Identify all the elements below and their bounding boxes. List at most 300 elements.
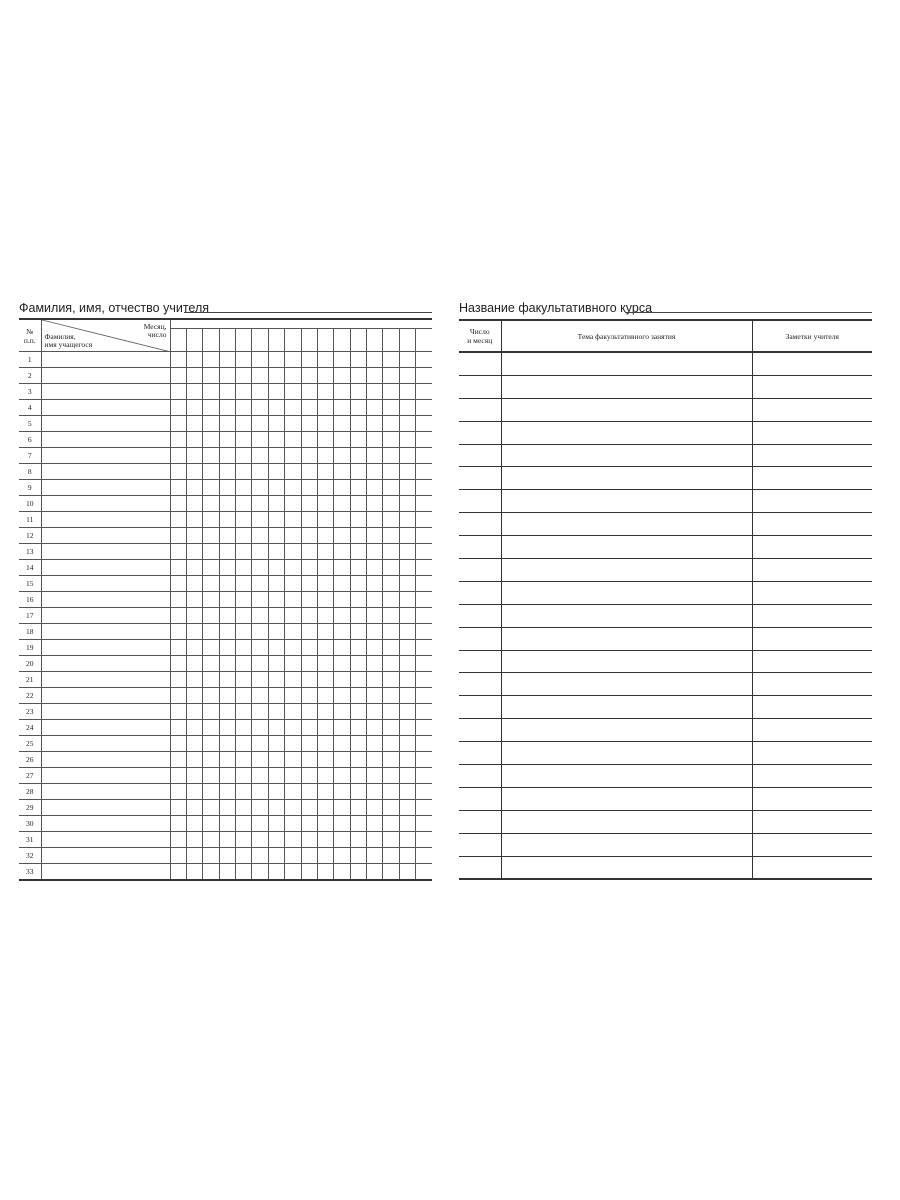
date-header-cell[interactable] bbox=[268, 329, 284, 352]
attendance-cell[interactable] bbox=[301, 464, 317, 480]
attendance-cell[interactable] bbox=[301, 656, 317, 672]
attendance-cell[interactable] bbox=[416, 672, 432, 688]
attendance-cell[interactable] bbox=[203, 784, 219, 800]
student-name-cell[interactable] bbox=[41, 720, 170, 736]
attendance-cell[interactable] bbox=[252, 352, 268, 368]
attendance-cell[interactable] bbox=[170, 384, 186, 400]
attendance-cell[interactable] bbox=[170, 848, 186, 864]
attendance-cell[interactable] bbox=[317, 608, 333, 624]
attendance-cell[interactable] bbox=[219, 576, 235, 592]
attendance-cell[interactable] bbox=[268, 816, 284, 832]
attendance-cell[interactable] bbox=[367, 384, 383, 400]
attendance-cell[interactable] bbox=[268, 704, 284, 720]
attendance-cell[interactable] bbox=[186, 400, 202, 416]
attendance-cell[interactable] bbox=[252, 576, 268, 592]
attendance-cell[interactable] bbox=[399, 768, 415, 784]
attendance-cell[interactable] bbox=[252, 400, 268, 416]
attendance-cell[interactable] bbox=[367, 560, 383, 576]
attendance-cell[interactable] bbox=[203, 432, 219, 448]
lesson-date-cell[interactable] bbox=[459, 421, 501, 444]
attendance-cell[interactable] bbox=[317, 448, 333, 464]
attendance-cell[interactable] bbox=[317, 784, 333, 800]
attendance-cell[interactable] bbox=[170, 624, 186, 640]
attendance-cell[interactable] bbox=[170, 752, 186, 768]
date-header-cell[interactable] bbox=[399, 329, 415, 352]
lesson-topic-cell[interactable] bbox=[501, 559, 752, 582]
attendance-cell[interactable] bbox=[203, 848, 219, 864]
attendance-cell[interactable] bbox=[203, 496, 219, 512]
date-header-cell[interactable] bbox=[170, 329, 186, 352]
attendance-cell[interactable] bbox=[186, 832, 202, 848]
attendance-cell[interactable] bbox=[186, 448, 202, 464]
attendance-cell[interactable] bbox=[186, 736, 202, 752]
attendance-cell[interactable] bbox=[383, 736, 399, 752]
attendance-cell[interactable] bbox=[416, 848, 432, 864]
lesson-topic-cell[interactable] bbox=[501, 810, 752, 833]
attendance-cell[interactable] bbox=[268, 576, 284, 592]
attendance-cell[interactable] bbox=[268, 640, 284, 656]
attendance-cell[interactable] bbox=[285, 752, 301, 768]
attendance-cell[interactable] bbox=[334, 512, 350, 528]
attendance-cell[interactable] bbox=[170, 656, 186, 672]
attendance-cell[interactable] bbox=[383, 416, 399, 432]
attendance-cell[interactable] bbox=[350, 736, 366, 752]
attendance-cell[interactable] bbox=[350, 528, 366, 544]
attendance-cell[interactable] bbox=[203, 464, 219, 480]
attendance-cell[interactable] bbox=[416, 720, 432, 736]
attendance-cell[interactable] bbox=[186, 480, 202, 496]
attendance-cell[interactable] bbox=[219, 816, 235, 832]
attendance-cell[interactable] bbox=[416, 816, 432, 832]
attendance-cell[interactable] bbox=[301, 784, 317, 800]
attendance-cell[interactable] bbox=[350, 560, 366, 576]
attendance-cell[interactable] bbox=[236, 576, 252, 592]
attendance-cell[interactable] bbox=[399, 464, 415, 480]
attendance-cell[interactable] bbox=[301, 384, 317, 400]
attendance-cell[interactable] bbox=[350, 688, 366, 704]
student-name-cell[interactable] bbox=[41, 560, 170, 576]
attendance-cell[interactable] bbox=[285, 544, 301, 560]
lesson-date-cell[interactable] bbox=[459, 559, 501, 582]
student-name-cell[interactable] bbox=[41, 864, 170, 881]
attendance-cell[interactable] bbox=[219, 752, 235, 768]
attendance-cell[interactable] bbox=[236, 352, 252, 368]
attendance-cell[interactable] bbox=[416, 752, 432, 768]
attendance-cell[interactable] bbox=[252, 480, 268, 496]
attendance-cell[interactable] bbox=[170, 704, 186, 720]
attendance-cell[interactable] bbox=[186, 864, 202, 881]
date-header-cell[interactable] bbox=[317, 329, 333, 352]
attendance-cell[interactable] bbox=[416, 864, 432, 881]
attendance-cell[interactable] bbox=[285, 512, 301, 528]
attendance-cell[interactable] bbox=[317, 592, 333, 608]
teacher-notes-cell[interactable] bbox=[752, 581, 872, 604]
attendance-cell[interactable] bbox=[399, 448, 415, 464]
lesson-topic-cell[interactable] bbox=[501, 467, 752, 490]
attendance-cell[interactable] bbox=[301, 800, 317, 816]
attendance-cell[interactable] bbox=[383, 448, 399, 464]
attendance-cell[interactable] bbox=[252, 768, 268, 784]
attendance-cell[interactable] bbox=[170, 368, 186, 384]
teacher-notes-cell[interactable] bbox=[752, 490, 872, 513]
attendance-cell[interactable] bbox=[170, 576, 186, 592]
attendance-cell[interactable] bbox=[186, 672, 202, 688]
attendance-cell[interactable] bbox=[383, 688, 399, 704]
lesson-topic-cell[interactable] bbox=[501, 352, 752, 375]
attendance-cell[interactable] bbox=[350, 576, 366, 592]
attendance-cell[interactable] bbox=[334, 848, 350, 864]
attendance-cell[interactable] bbox=[203, 352, 219, 368]
attendance-cell[interactable] bbox=[334, 416, 350, 432]
attendance-cell[interactable] bbox=[219, 352, 235, 368]
attendance-cell[interactable] bbox=[252, 368, 268, 384]
attendance-cell[interactable] bbox=[252, 704, 268, 720]
attendance-cell[interactable] bbox=[203, 864, 219, 881]
attendance-cell[interactable] bbox=[236, 720, 252, 736]
attendance-cell[interactable] bbox=[219, 496, 235, 512]
attendance-cell[interactable] bbox=[170, 496, 186, 512]
attendance-cell[interactable] bbox=[383, 464, 399, 480]
attendance-cell[interactable] bbox=[170, 672, 186, 688]
attendance-cell[interactable] bbox=[236, 624, 252, 640]
attendance-cell[interactable] bbox=[236, 672, 252, 688]
attendance-cell[interactable] bbox=[186, 752, 202, 768]
attendance-cell[interactable] bbox=[268, 528, 284, 544]
date-header-cell[interactable] bbox=[367, 329, 383, 352]
attendance-cell[interactable] bbox=[219, 768, 235, 784]
attendance-cell[interactable] bbox=[203, 592, 219, 608]
attendance-cell[interactable] bbox=[252, 816, 268, 832]
attendance-cell[interactable] bbox=[219, 640, 235, 656]
attendance-cell[interactable] bbox=[186, 576, 202, 592]
attendance-cell[interactable] bbox=[236, 544, 252, 560]
attendance-cell[interactable] bbox=[399, 352, 415, 368]
teacher-notes-cell[interactable] bbox=[752, 833, 872, 856]
attendance-cell[interactable] bbox=[219, 800, 235, 816]
attendance-cell[interactable] bbox=[399, 416, 415, 432]
student-name-cell[interactable] bbox=[41, 528, 170, 544]
attendance-cell[interactable] bbox=[367, 688, 383, 704]
attendance-cell[interactable] bbox=[170, 688, 186, 704]
attendance-cell[interactable] bbox=[317, 464, 333, 480]
attendance-cell[interactable] bbox=[317, 752, 333, 768]
attendance-cell[interactable] bbox=[268, 560, 284, 576]
attendance-cell[interactable] bbox=[285, 784, 301, 800]
attendance-cell[interactable] bbox=[350, 624, 366, 640]
attendance-cell[interactable] bbox=[383, 848, 399, 864]
teacher-notes-cell[interactable] bbox=[752, 604, 872, 627]
attendance-cell[interactable] bbox=[383, 704, 399, 720]
attendance-cell[interactable] bbox=[285, 496, 301, 512]
lesson-date-cell[interactable] bbox=[459, 536, 501, 559]
lesson-date-cell[interactable] bbox=[459, 856, 501, 879]
attendance-cell[interactable] bbox=[285, 432, 301, 448]
attendance-cell[interactable] bbox=[383, 544, 399, 560]
lesson-date-cell[interactable] bbox=[459, 375, 501, 398]
attendance-cell[interactable] bbox=[367, 624, 383, 640]
attendance-cell[interactable] bbox=[268, 480, 284, 496]
attendance-cell[interactable] bbox=[383, 832, 399, 848]
attendance-cell[interactable] bbox=[399, 368, 415, 384]
student-name-cell[interactable] bbox=[41, 752, 170, 768]
student-name-cell[interactable] bbox=[41, 816, 170, 832]
attendance-cell[interactable] bbox=[170, 400, 186, 416]
attendance-cell[interactable] bbox=[236, 816, 252, 832]
lesson-topic-cell[interactable] bbox=[501, 375, 752, 398]
attendance-cell[interactable] bbox=[416, 800, 432, 816]
attendance-cell[interactable] bbox=[350, 544, 366, 560]
attendance-cell[interactable] bbox=[334, 352, 350, 368]
attendance-cell[interactable] bbox=[350, 848, 366, 864]
attendance-cell[interactable] bbox=[268, 800, 284, 816]
attendance-cell[interactable] bbox=[219, 608, 235, 624]
attendance-cell[interactable] bbox=[219, 368, 235, 384]
attendance-cell[interactable] bbox=[416, 784, 432, 800]
attendance-cell[interactable] bbox=[399, 816, 415, 832]
attendance-cell[interactable] bbox=[350, 784, 366, 800]
attendance-cell[interactable] bbox=[317, 864, 333, 881]
attendance-cell[interactable] bbox=[285, 448, 301, 464]
attendance-cell[interactable] bbox=[268, 464, 284, 480]
attendance-cell[interactable] bbox=[285, 704, 301, 720]
lesson-date-cell[interactable] bbox=[459, 765, 501, 788]
student-name-cell[interactable] bbox=[41, 544, 170, 560]
attendance-cell[interactable] bbox=[186, 496, 202, 512]
attendance-cell[interactable] bbox=[399, 576, 415, 592]
attendance-cell[interactable] bbox=[301, 736, 317, 752]
attendance-cell[interactable] bbox=[268, 368, 284, 384]
attendance-cell[interactable] bbox=[186, 464, 202, 480]
date-header-cell[interactable] bbox=[236, 329, 252, 352]
teacher-notes-cell[interactable] bbox=[752, 765, 872, 788]
lesson-date-cell[interactable] bbox=[459, 650, 501, 673]
attendance-cell[interactable] bbox=[170, 544, 186, 560]
teacher-notes-cell[interactable] bbox=[752, 810, 872, 833]
attendance-cell[interactable] bbox=[170, 560, 186, 576]
student-name-cell[interactable] bbox=[41, 448, 170, 464]
attendance-cell[interactable] bbox=[367, 832, 383, 848]
attendance-cell[interactable] bbox=[203, 768, 219, 784]
attendance-cell[interactable] bbox=[317, 688, 333, 704]
attendance-cell[interactable] bbox=[203, 688, 219, 704]
attendance-cell[interactable] bbox=[236, 688, 252, 704]
attendance-cell[interactable] bbox=[383, 768, 399, 784]
attendance-cell[interactable] bbox=[285, 720, 301, 736]
attendance-cell[interactable] bbox=[350, 384, 366, 400]
attendance-cell[interactable] bbox=[252, 640, 268, 656]
attendance-cell[interactable] bbox=[416, 496, 432, 512]
attendance-cell[interactable] bbox=[268, 864, 284, 881]
attendance-cell[interactable] bbox=[367, 672, 383, 688]
lesson-topic-cell[interactable] bbox=[501, 627, 752, 650]
lesson-date-cell[interactable] bbox=[459, 581, 501, 604]
attendance-cell[interactable] bbox=[416, 416, 432, 432]
date-header-cell[interactable] bbox=[383, 329, 399, 352]
attendance-cell[interactable] bbox=[416, 736, 432, 752]
attendance-cell[interactable] bbox=[367, 496, 383, 512]
attendance-cell[interactable] bbox=[219, 464, 235, 480]
attendance-cell[interactable] bbox=[186, 592, 202, 608]
attendance-cell[interactable] bbox=[350, 352, 366, 368]
student-name-cell[interactable] bbox=[41, 592, 170, 608]
attendance-cell[interactable] bbox=[236, 864, 252, 881]
attendance-cell[interactable] bbox=[416, 448, 432, 464]
attendance-cell[interactable] bbox=[383, 352, 399, 368]
attendance-cell[interactable] bbox=[367, 576, 383, 592]
attendance-cell[interactable] bbox=[367, 816, 383, 832]
attendance-cell[interactable] bbox=[285, 608, 301, 624]
attendance-cell[interactable] bbox=[203, 656, 219, 672]
attendance-cell[interactable] bbox=[236, 656, 252, 672]
attendance-cell[interactable] bbox=[268, 416, 284, 432]
attendance-cell[interactable] bbox=[301, 496, 317, 512]
attendance-cell[interactable] bbox=[317, 400, 333, 416]
attendance-cell[interactable] bbox=[399, 592, 415, 608]
attendance-cell[interactable] bbox=[416, 608, 432, 624]
attendance-cell[interactable] bbox=[301, 864, 317, 881]
student-name-cell[interactable] bbox=[41, 784, 170, 800]
attendance-cell[interactable] bbox=[350, 368, 366, 384]
attendance-cell[interactable] bbox=[219, 848, 235, 864]
attendance-cell[interactable] bbox=[301, 352, 317, 368]
attendance-cell[interactable] bbox=[367, 512, 383, 528]
attendance-cell[interactable] bbox=[252, 800, 268, 816]
attendance-cell[interactable] bbox=[219, 448, 235, 464]
attendance-cell[interactable] bbox=[236, 368, 252, 384]
attendance-cell[interactable] bbox=[186, 608, 202, 624]
teacher-notes-cell[interactable] bbox=[752, 787, 872, 810]
attendance-cell[interactable] bbox=[399, 544, 415, 560]
attendance-cell[interactable] bbox=[203, 816, 219, 832]
attendance-cell[interactable] bbox=[186, 800, 202, 816]
attendance-cell[interactable] bbox=[399, 624, 415, 640]
attendance-cell[interactable] bbox=[186, 848, 202, 864]
attendance-cell[interactable] bbox=[367, 656, 383, 672]
lesson-topic-cell[interactable] bbox=[501, 650, 752, 673]
attendance-cell[interactable] bbox=[334, 560, 350, 576]
lesson-date-cell[interactable] bbox=[459, 673, 501, 696]
student-name-cell[interactable] bbox=[41, 352, 170, 368]
attendance-cell[interactable] bbox=[416, 688, 432, 704]
student-name-cell[interactable] bbox=[41, 768, 170, 784]
attendance-cell[interactable] bbox=[301, 368, 317, 384]
date-header-cell[interactable] bbox=[350, 329, 366, 352]
attendance-cell[interactable] bbox=[334, 592, 350, 608]
attendance-cell[interactable] bbox=[367, 704, 383, 720]
attendance-cell[interactable] bbox=[203, 624, 219, 640]
attendance-cell[interactable] bbox=[252, 416, 268, 432]
teacher-notes-cell[interactable] bbox=[752, 650, 872, 673]
attendance-cell[interactable] bbox=[301, 512, 317, 528]
attendance-cell[interactable] bbox=[317, 528, 333, 544]
attendance-cell[interactable] bbox=[219, 384, 235, 400]
teacher-notes-cell[interactable] bbox=[752, 627, 872, 650]
attendance-cell[interactable] bbox=[334, 688, 350, 704]
attendance-cell[interactable] bbox=[203, 704, 219, 720]
attendance-cell[interactable] bbox=[285, 640, 301, 656]
attendance-cell[interactable] bbox=[301, 400, 317, 416]
lesson-topic-cell[interactable] bbox=[501, 696, 752, 719]
attendance-cell[interactable] bbox=[317, 816, 333, 832]
attendance-cell[interactable] bbox=[399, 560, 415, 576]
attendance-cell[interactable] bbox=[350, 592, 366, 608]
attendance-cell[interactable] bbox=[203, 800, 219, 816]
attendance-cell[interactable] bbox=[268, 432, 284, 448]
teacher-notes-cell[interactable] bbox=[752, 352, 872, 375]
attendance-cell[interactable] bbox=[170, 784, 186, 800]
attendance-cell[interactable] bbox=[399, 864, 415, 881]
lesson-topic-cell[interactable] bbox=[501, 742, 752, 765]
attendance-cell[interactable] bbox=[219, 784, 235, 800]
attendance-cell[interactable] bbox=[252, 528, 268, 544]
attendance-cell[interactable] bbox=[285, 816, 301, 832]
lesson-topic-cell[interactable] bbox=[501, 398, 752, 421]
attendance-cell[interactable] bbox=[399, 736, 415, 752]
attendance-cell[interactable] bbox=[285, 800, 301, 816]
attendance-cell[interactable] bbox=[252, 592, 268, 608]
attendance-cell[interactable] bbox=[285, 864, 301, 881]
attendance-cell[interactable] bbox=[334, 448, 350, 464]
attendance-cell[interactable] bbox=[285, 400, 301, 416]
lesson-topic-cell[interactable] bbox=[501, 490, 752, 513]
date-header-cell[interactable] bbox=[334, 329, 350, 352]
attendance-cell[interactable] bbox=[350, 832, 366, 848]
attendance-cell[interactable] bbox=[334, 576, 350, 592]
attendance-cell[interactable] bbox=[383, 672, 399, 688]
student-name-cell[interactable] bbox=[41, 672, 170, 688]
date-header-cell[interactable] bbox=[252, 329, 268, 352]
attendance-cell[interactable] bbox=[367, 848, 383, 864]
attendance-cell[interactable] bbox=[399, 672, 415, 688]
student-name-cell[interactable] bbox=[41, 656, 170, 672]
attendance-cell[interactable] bbox=[301, 448, 317, 464]
attendance-cell[interactable] bbox=[317, 672, 333, 688]
attendance-cell[interactable] bbox=[334, 816, 350, 832]
lesson-date-cell[interactable] bbox=[459, 810, 501, 833]
attendance-cell[interactable] bbox=[350, 480, 366, 496]
attendance-cell[interactable] bbox=[416, 704, 432, 720]
lesson-date-cell[interactable] bbox=[459, 490, 501, 513]
attendance-cell[interactable] bbox=[236, 480, 252, 496]
attendance-cell[interactable] bbox=[383, 528, 399, 544]
attendance-cell[interactable] bbox=[317, 496, 333, 512]
attendance-cell[interactable] bbox=[186, 784, 202, 800]
attendance-cell[interactable] bbox=[367, 480, 383, 496]
attendance-cell[interactable] bbox=[252, 848, 268, 864]
attendance-cell[interactable] bbox=[219, 688, 235, 704]
attendance-cell[interactable] bbox=[203, 384, 219, 400]
attendance-cell[interactable] bbox=[317, 512, 333, 528]
attendance-cell[interactable] bbox=[252, 560, 268, 576]
attendance-cell[interactable] bbox=[367, 800, 383, 816]
attendance-cell[interactable] bbox=[285, 736, 301, 752]
teacher-notes-cell[interactable] bbox=[752, 696, 872, 719]
attendance-cell[interactable] bbox=[203, 528, 219, 544]
attendance-cell[interactable] bbox=[301, 832, 317, 848]
lesson-date-cell[interactable] bbox=[459, 513, 501, 536]
attendance-cell[interactable] bbox=[350, 864, 366, 881]
attendance-cell[interactable] bbox=[367, 400, 383, 416]
student-name-cell[interactable] bbox=[41, 384, 170, 400]
attendance-cell[interactable] bbox=[399, 608, 415, 624]
attendance-cell[interactable] bbox=[350, 720, 366, 736]
attendance-cell[interactable] bbox=[317, 544, 333, 560]
lesson-date-cell[interactable] bbox=[459, 444, 501, 467]
attendance-cell[interactable] bbox=[186, 416, 202, 432]
attendance-cell[interactable] bbox=[334, 832, 350, 848]
attendance-cell[interactable] bbox=[334, 368, 350, 384]
attendance-cell[interactable] bbox=[399, 752, 415, 768]
